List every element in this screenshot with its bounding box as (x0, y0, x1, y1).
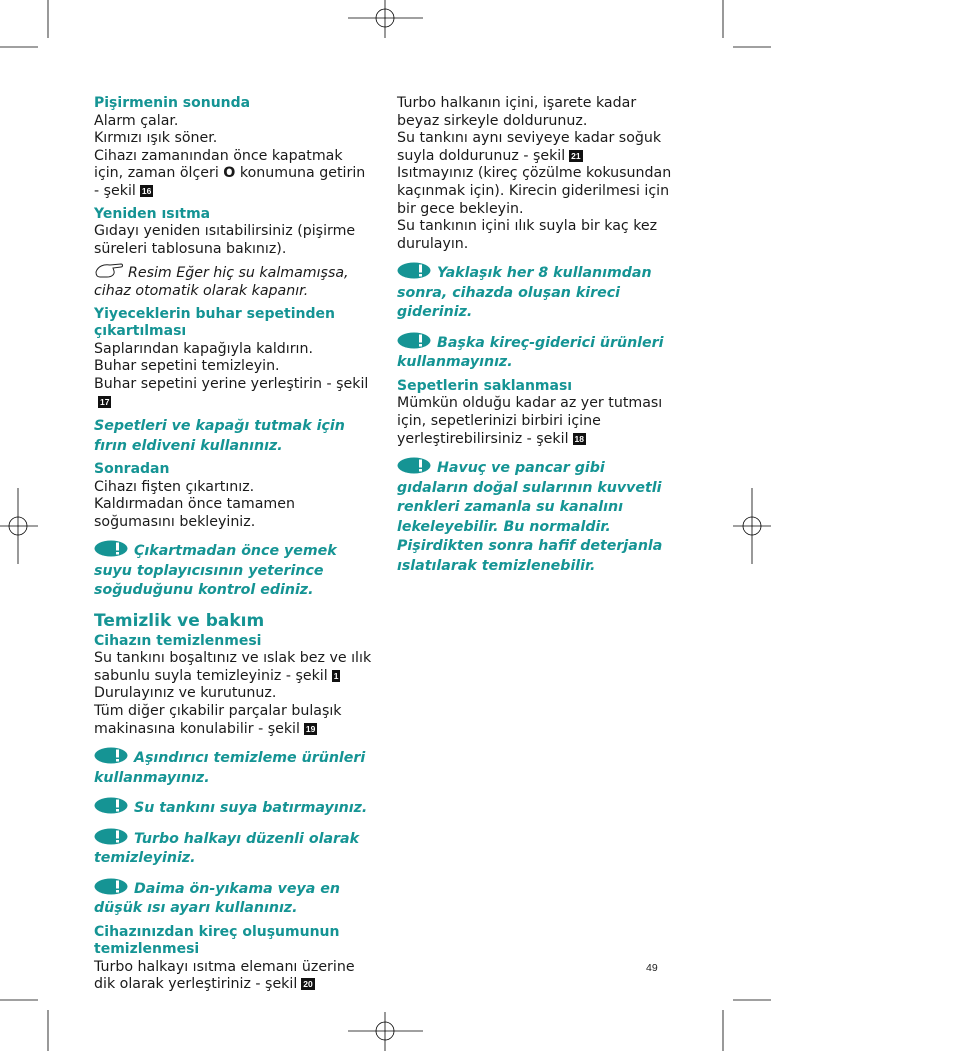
text-yeniden-isitma: Gıdayı yeniden ısıtabilirsiniz (pişirme süreleri tablosuna bakınız). (94, 223, 356, 257)
text-sepetleri-yerlestirin: Mümkün olduğu kadar az yer tutması için, sepetlerinizi birbiri içine yerleştirebilirsiniz - şekil 18 (397, 395, 663, 447)
registration-mark-top (348, 0, 423, 38)
text-buhar-sepetini-temizleyin: Buhar sepetini temizleyin. (94, 358, 280, 375)
warning-icon (94, 797, 128, 814)
text-saplarindan: Saplarından kapağıyla kaldırın. (94, 340, 313, 357)
heading-yeniden-isitma: Yeniden ısıtma (94, 205, 211, 222)
off-position-symbol: O (223, 165, 236, 182)
text-zaman-olceri: Cihazı zamanından önce kapatmak için, zaman ölçeri O konumuna getirin - şekil 16 (94, 147, 366, 199)
text-turbo-halka-yerlestiriniz: Turbo halkayı ısıtma elemanı üzerine dik olarak yerleştiriniz - şekil 20 (94, 958, 355, 993)
warning-icon (94, 878, 128, 895)
left-column (94, 92, 372, 994)
warning-icon (397, 457, 431, 474)
warning-yemek-suyu-toplayici: Çıkartmadan önce yemek suyu toplayıcısının yeterince soğuduğunu kontrol ediniz. (94, 540, 372, 601)
figure-ref-18: 18 (574, 433, 584, 444)
heading-yiyeceklerin-cikartilmasi: Yiyeceklerin buhar sepetinden çıkartılması (94, 305, 335, 340)
text-alarm: Alarm çalar. (94, 112, 179, 129)
figure-ref-17: 17 (100, 396, 110, 407)
text-fisten-cikartiniz: Cihazı fişten çıkartınız. (94, 478, 255, 495)
text-durulayin: Su tankının içini ılık suyla bir kaç kez durulayın. (397, 218, 658, 252)
warning-her-8-kullanim: Yaklaşık her 8 kullanımdan sonra, cihazda oluşan kireci gideriniz. (397, 262, 675, 323)
warning-on-yikama: Daima ön-yıkama veya en düşük ısı ayarı kullanınız. (94, 878, 372, 919)
warning-icon (94, 828, 128, 845)
registration-mark-bottom (348, 1012, 423, 1051)
text-soguk-su-doldurunuz: Su tankını aynı seviyeye kadar soğuk suyla doldurunuz - şekil 21 (397, 130, 662, 164)
note-su-kalmamissa: Resim Eğer hiç su kalmamışsa, cihaz otomatik olarak kapanır. (94, 260, 372, 300)
text-durulayiniz: Durulayınız ve kurutunuz. (94, 685, 277, 702)
heading-sonradan: Sonradan (94, 461, 170, 478)
figure-ref-20: 20 (303, 979, 313, 990)
text-kirmizi-isik: Kırmızı ışık söner. (94, 130, 218, 147)
figure-ref-16: 16 (141, 185, 152, 196)
text-sogumasini-bekleyiniz: Kaldırmadan önce tamamen soğumasını bekleyiniz. (94, 496, 295, 530)
heading-cihazin-temizlenmesi: Cihazın temizlenmesi (94, 632, 262, 649)
warning-su-tanki-batirma: Su tankını suya batırmayınız. (94, 797, 372, 819)
heading-pisirmenin-sonunda: Pişirmenin sonunda (94, 95, 251, 111)
registration-mark-left (0, 488, 38, 564)
warning-icon (397, 332, 431, 349)
text-bulasik-makinasi: Tüm diğer çıkabilir parçalar bulaşık makinasına konulabilir - şekil 19 (94, 702, 342, 737)
heading-kirec-temizlenmesi: Cihazınızdan kireç oluşumunun temizlenmesi (94, 923, 340, 958)
figure-ref-1: 1 (333, 670, 339, 681)
right-column (397, 92, 675, 581)
registration-mark-right (733, 488, 771, 564)
warning-icon (94, 747, 128, 764)
text-sirke-doldurunuz: Turbo halkanın içini, işarete kadar beyaz sirkeyle doldurunuz. (397, 95, 637, 129)
warning-havuc-pancar: Havuç ve pancar gibi gıdaların doğal sularının kuvvetli renkleri zamanla su kanalını lekeleyebilir. Bu normaldir. Pişirdikten sonra hafif deterjanla ıslatılarak temizlenebilir. (397, 457, 675, 576)
warning-icon (94, 540, 128, 557)
heading-sepetlerin-saklanmasi: Sepetlerin saklanması (397, 377, 573, 394)
heading-temizlik-ve-bakim: Temizlik ve bakım (94, 610, 265, 631)
warning-firin-eldiveni: Sepetleri ve kapağı tutmak için fırın eldiveni kullanınız. (94, 418, 345, 454)
warning-turbo-halka: Turbo halkayı düzenli olarak temizleyiniz. (94, 828, 372, 869)
warning-baska-kirec-giderici: Başka kireç-giderici ürünleri kullanmayınız. (397, 332, 675, 373)
warning-asindirici: Aşındırıcı temizleme ürünleri kullanmayınız. (94, 747, 372, 788)
warning-icon (397, 262, 431, 279)
text-isitmayiniz: Isıtmayınız (kireç çözülme kokusundan kaçınmak için). Kirecin giderilmesi için bir gece bekleyin. (397, 165, 672, 217)
pointing-hand-icon (94, 260, 124, 280)
figure-ref-19: 19 (305, 723, 316, 734)
text-su-tankini-bosaltiniz: Su tankını boşaltınız ve ıslak bez ve ılık sabunlu suyla temizleyiniz - şekil 1 (94, 650, 372, 684)
figure-ref-21: 21 (571, 150, 581, 161)
page-number: 49 (646, 962, 658, 974)
text-buhar-sepetini-yerlestirin: Buhar sepetini yerine yerleştirin - şekil17 (94, 375, 369, 407)
